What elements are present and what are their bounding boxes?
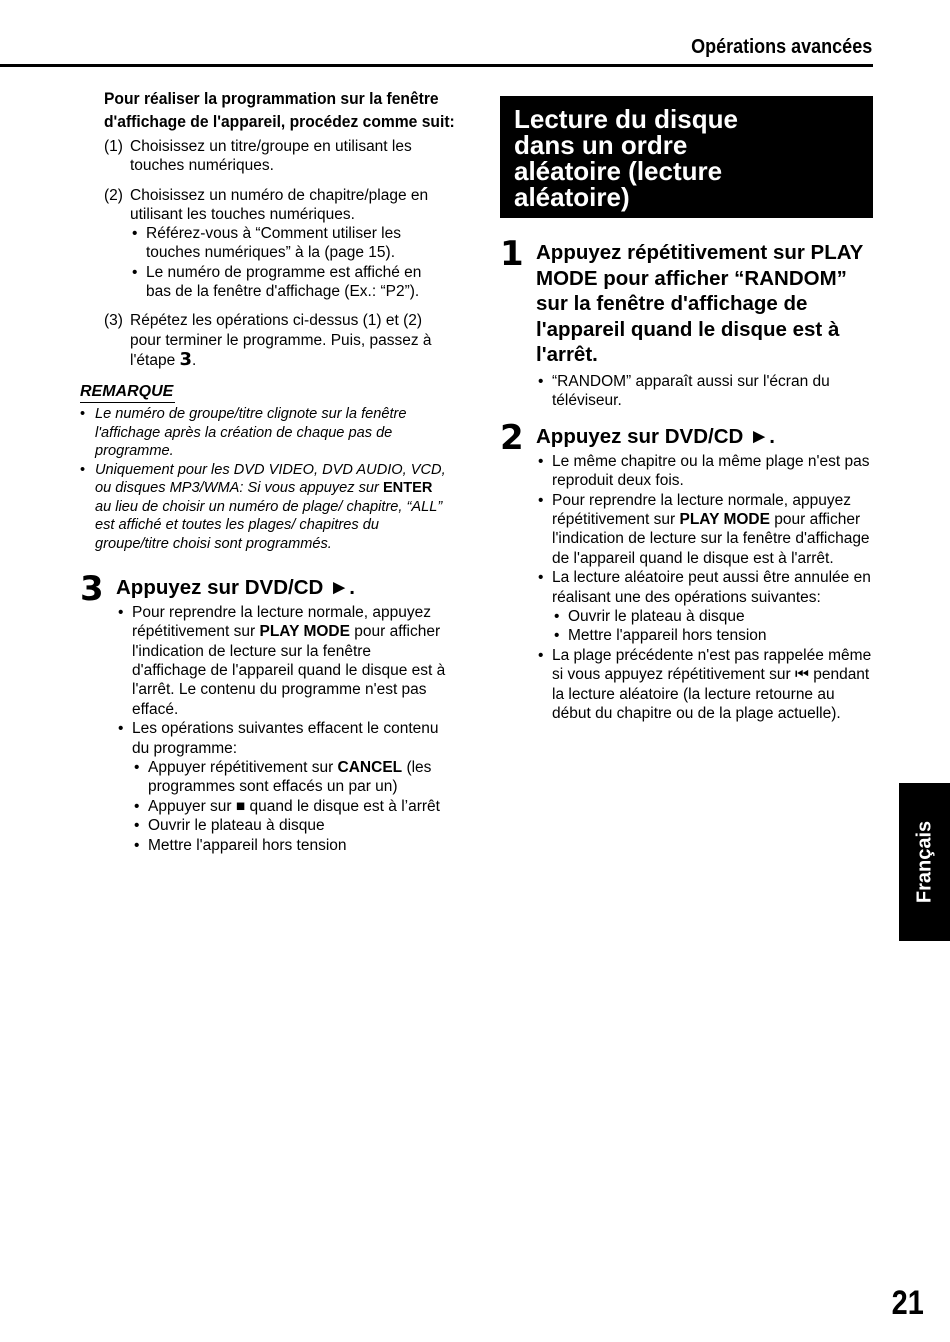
step-item xyxy=(104,186,448,302)
list-item: • Le numéro de programme est affiché en bas de la fenêtre d'affichage (Ex.: “P2”). xyxy=(130,263,448,302)
step-heading: Appuyez sur DVD/CD ►. xyxy=(536,425,775,449)
language-tab-label: Français xyxy=(913,820,935,904)
step-number: (1) xyxy=(104,138,123,155)
banner-title: Lecture du disque dans un ordre aléatoire (lecture aléatoire) xyxy=(514,104,738,212)
step-number: (3) xyxy=(104,312,123,330)
step-heading: Appuyez sur DVD/CD ►. xyxy=(116,576,355,600)
list-item: • Mettre l'appareil hors tension xyxy=(132,836,448,855)
step-number: 1 xyxy=(500,234,524,274)
step-text: Répétez les opérations ci-dessus (1) et (2) pour terminer le programme. Puis, passez à l'étape 3. xyxy=(130,312,432,370)
list-item: • La lecture aléatoire peut aussi être annulée en réalisant une des opérations suivantes: xyxy=(536,568,873,607)
step-3 xyxy=(80,569,448,855)
section-title: Opérations avancées xyxy=(690,36,872,58)
remarque xyxy=(80,382,448,553)
page-number: 21 xyxy=(891,1284,924,1322)
list-item: • “RANDOM” apparaît aussi sur l'écran du téléviseur. xyxy=(536,372,873,411)
step-2 xyxy=(500,418,873,723)
step-item xyxy=(104,137,448,176)
step-number: (2) xyxy=(104,186,123,204)
step-item xyxy=(104,311,448,370)
left-column xyxy=(80,88,455,855)
step-number: 2 xyxy=(500,418,524,459)
step-number: 3 xyxy=(80,569,104,610)
list-item: • Pour reprendre la lecture normale, appuyez répétitivement sur PLAY MODE pour afficher l'indication de lecture sur la fenêtre d'affichage de l'appareil quand le disque est à l'arrêt. Le contenu du programme n'est pas effacé. xyxy=(116,603,448,719)
list-item: • Le même chapitre ou la même plage n'est pas reproduit deux fois. xyxy=(536,452,873,491)
header-rule xyxy=(0,64,873,67)
language-tab xyxy=(899,783,950,941)
list-item: • La plage précédente n'est pas rappelée même si vous appuyez répétitivement sur ⏮ pendant la lecture aléatoire (la lecture retourne au début du chapitre ou de la plage actuelle). xyxy=(536,646,873,724)
section-banner xyxy=(500,96,873,218)
step-ref: 3 xyxy=(179,348,193,370)
step-text: Choisissez un numéro de chapitre/plage en utilisant les touches numériques. xyxy=(130,186,429,223)
intro-heading: Pour réaliser la programmation sur la fenêtre d'affichage de l'appareil, procédez comme suit: xyxy=(104,89,455,131)
list-item: • Appuyer répétitivement sur CANCEL (les programmes sont effacés un par un) xyxy=(132,758,448,797)
step-heading: Appuyez répétitivement sur PLAY MODE pour afficher “RANDOM” sur la fenêtre d'affichage de l'appareil quand le disque est à l'arrêt. xyxy=(536,241,863,366)
remarque-item: • Uniquement pour les DVD VIDEO, DVD AUDIO, VCD, ou disques MP3/WMA: Si vous appuyez sur ENTER au lieu de choisir un numéro de plage/ chapitre, “ALL” est affiché et toutes les plages/ chapitres du groupe/titre choisi sont programmés. xyxy=(80,461,448,554)
list-item: • Les opérations suivantes effacent le contenu du programme: xyxy=(116,719,448,758)
remarque-item: • Le numéro de groupe/titre clignote sur la fenêtre l'affichage après la création de chaque pas de programme. xyxy=(80,405,448,461)
list-item: • Référez-vous à “Comment utiliser les touches numériques” à la (page 15). xyxy=(130,224,448,263)
step-1 xyxy=(500,234,873,410)
step-text: Choisissez un titre/groupe en utilisant les touches numériques. xyxy=(130,138,412,175)
programming-steps xyxy=(104,137,448,370)
list-item: • Pour reprendre la lecture normale, appuyez répétitivement sur PLAY MODE pour afficher l'indication de lecture sur la fenêtre d'affichage de l'appareil quand le disque est à l'arrêt. xyxy=(536,491,873,569)
list-item: • Mettre l'appareil hors tension xyxy=(552,626,873,645)
list-item: • Ouvrir le plateau à disque xyxy=(552,607,873,626)
list-item: • Appuyer sur ■ quand le disque est à l’arrêt xyxy=(132,797,448,816)
remarque-title: REMARQUE xyxy=(80,382,175,403)
list-item: • Ouvrir le plateau à disque xyxy=(132,816,448,835)
right-column xyxy=(500,96,873,724)
